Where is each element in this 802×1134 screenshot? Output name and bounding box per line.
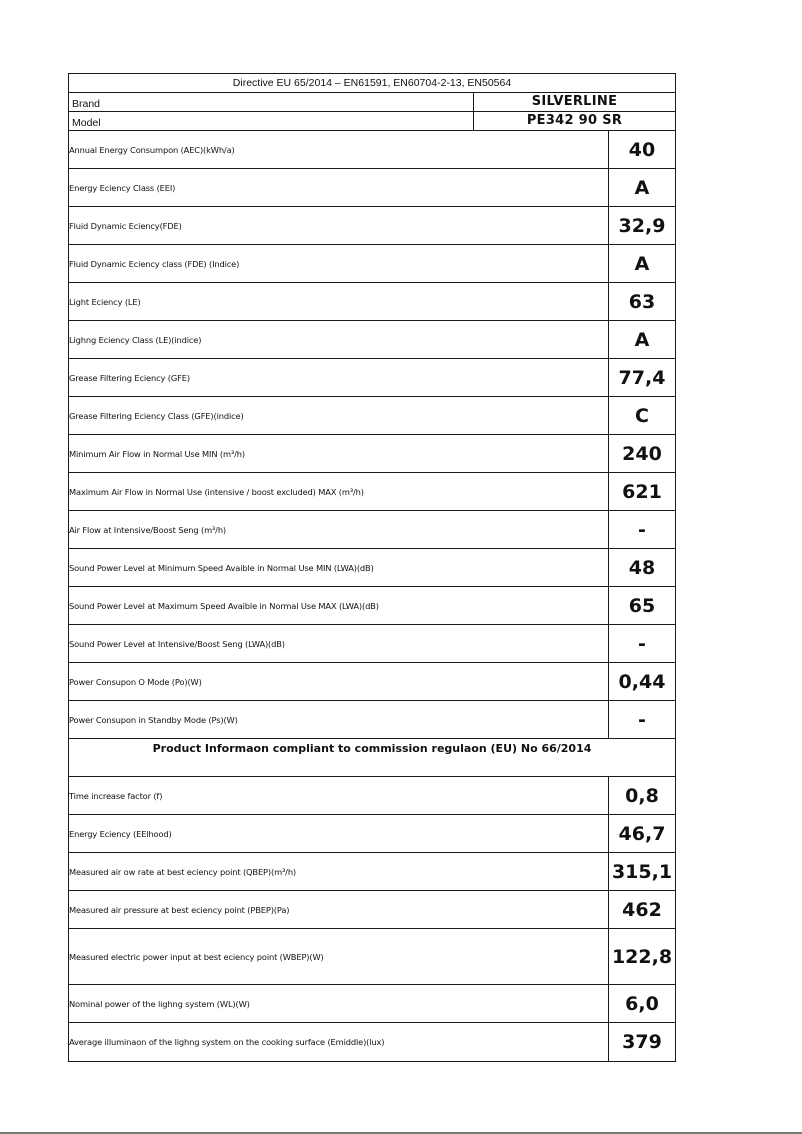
row-label: Minimum Air Flow in Normal Use MIN (m³/h) xyxy=(69,435,609,472)
table-row xyxy=(69,1023,675,1061)
section-title: Product Informaon compliant to commission regulaon (EU) No 66/2014 xyxy=(69,739,675,777)
table-row xyxy=(69,131,675,169)
row-label: Maximum Air Flow in Normal Use (intensive / boost excluded) MAX (m³/h) xyxy=(69,473,609,510)
row-label: Grease Filtering Eciency (GFE) xyxy=(69,359,609,396)
table-row xyxy=(69,815,675,853)
table-row xyxy=(69,245,675,283)
table-row xyxy=(69,985,675,1023)
table-row xyxy=(69,511,675,549)
table-row xyxy=(69,777,675,815)
row-label: Grease Filtering Eciency Class (GFE)(indice) xyxy=(69,397,609,434)
model-value: PE342 90 SR xyxy=(526,113,623,128)
row-label: Nominal power of the lighng system (WL)(W) xyxy=(69,985,609,1022)
table-row xyxy=(69,359,675,397)
row-label: Sound Power Level at Maximum Speed Avaible in Normal Use MAX (LWA)(dB) xyxy=(69,587,609,624)
row-value: 77,4 xyxy=(618,366,666,389)
row-value: 462 xyxy=(622,898,662,921)
table-row xyxy=(69,853,675,891)
row-value: - xyxy=(638,708,646,731)
row-value: 122,8 xyxy=(611,945,673,968)
row-label: Energy Eciency (EElhood) xyxy=(69,815,609,852)
row-label: Sound Power Level at Intensive/Boost Seng (LWA)(dB) xyxy=(69,625,609,662)
row-value: 40 xyxy=(628,138,656,161)
row-value: A xyxy=(634,252,650,275)
row-label: Energy Eciency Class (EEI) xyxy=(69,169,609,206)
table-row xyxy=(69,701,675,739)
model-label: Model xyxy=(69,112,474,130)
row-value: 315,1 xyxy=(611,860,673,883)
row-value: A xyxy=(634,176,650,199)
table-row xyxy=(69,625,675,663)
row-label: Annual Energy Consumpon (AEC)(kWh/a) xyxy=(69,131,609,168)
directive-row xyxy=(69,74,675,93)
row-value: 63 xyxy=(628,290,656,313)
table-row xyxy=(69,587,675,625)
table-row xyxy=(69,169,675,207)
row-label: Measured air ow rate at best eciency point (QBEP)(m³/h) xyxy=(69,853,609,890)
row-label: Fluid Dynamic Eciency(FDE) xyxy=(69,207,609,244)
row-value: 0,8 xyxy=(625,784,659,807)
brand-row xyxy=(69,93,675,112)
row-label: Light Eciency (LE) xyxy=(69,283,609,320)
row-value: 0,44 xyxy=(618,670,666,693)
row-value: 6,0 xyxy=(625,992,659,1015)
row-label: Average illuminaon of the lighng system on the cooking surface (Emiddle)(lux) xyxy=(69,1023,609,1061)
row-label: Sound Power Level at Minimum Speed Avaible in Normal Use MIN (LWA)(dB) xyxy=(69,549,609,586)
row-value: 379 xyxy=(622,1031,662,1053)
table-row xyxy=(69,435,675,473)
table-row xyxy=(69,397,675,435)
row-value: A xyxy=(634,328,650,351)
row-value: - xyxy=(638,518,646,541)
row-value: 65 xyxy=(628,594,656,617)
table-row xyxy=(69,891,675,929)
brand-value: SILVERLINE xyxy=(531,94,618,109)
row-label: Measured air pressure at best eciency point (PBEP)(Pa) xyxy=(69,891,609,928)
row-value: 46,7 xyxy=(618,822,666,845)
row-value: - xyxy=(638,632,646,655)
directive-text: Directive EU 65/2014 – EN61591, EN60704-2-13, EN50564 xyxy=(232,77,512,89)
model-row xyxy=(69,112,675,131)
table-row xyxy=(69,549,675,587)
brand-label: Brand xyxy=(69,93,474,111)
row-label: Measured electric power input at best eciency point (WBEP)(W) xyxy=(69,929,609,984)
table-row xyxy=(69,473,675,511)
table-row xyxy=(69,283,675,321)
row-value: 48 xyxy=(628,556,656,579)
table-row xyxy=(69,321,675,359)
table-row xyxy=(69,929,675,985)
row-label: Power Consupon O Mode (Po)(W) xyxy=(69,663,609,700)
row-value: 240 xyxy=(622,442,662,465)
row-label: Time increase factor (f) xyxy=(69,777,609,814)
row-label: Fluid Dynamic Eciency class (FDE) (Indice) xyxy=(69,245,609,282)
product-fiche-table xyxy=(68,73,676,1062)
row-value: 32,9 xyxy=(618,214,666,237)
row-value: C xyxy=(635,404,649,427)
row-label: Lighng Eciency Class (LE)(indice) xyxy=(69,321,609,358)
row-value: 621 xyxy=(622,480,662,503)
row-label: Air Flow at Intensive/Boost Seng (m³/h) xyxy=(69,511,609,548)
table-row xyxy=(69,663,675,701)
row-label: Power Consupon in Standby Mode (Ps)(W) xyxy=(69,701,609,738)
table-row xyxy=(69,207,675,245)
